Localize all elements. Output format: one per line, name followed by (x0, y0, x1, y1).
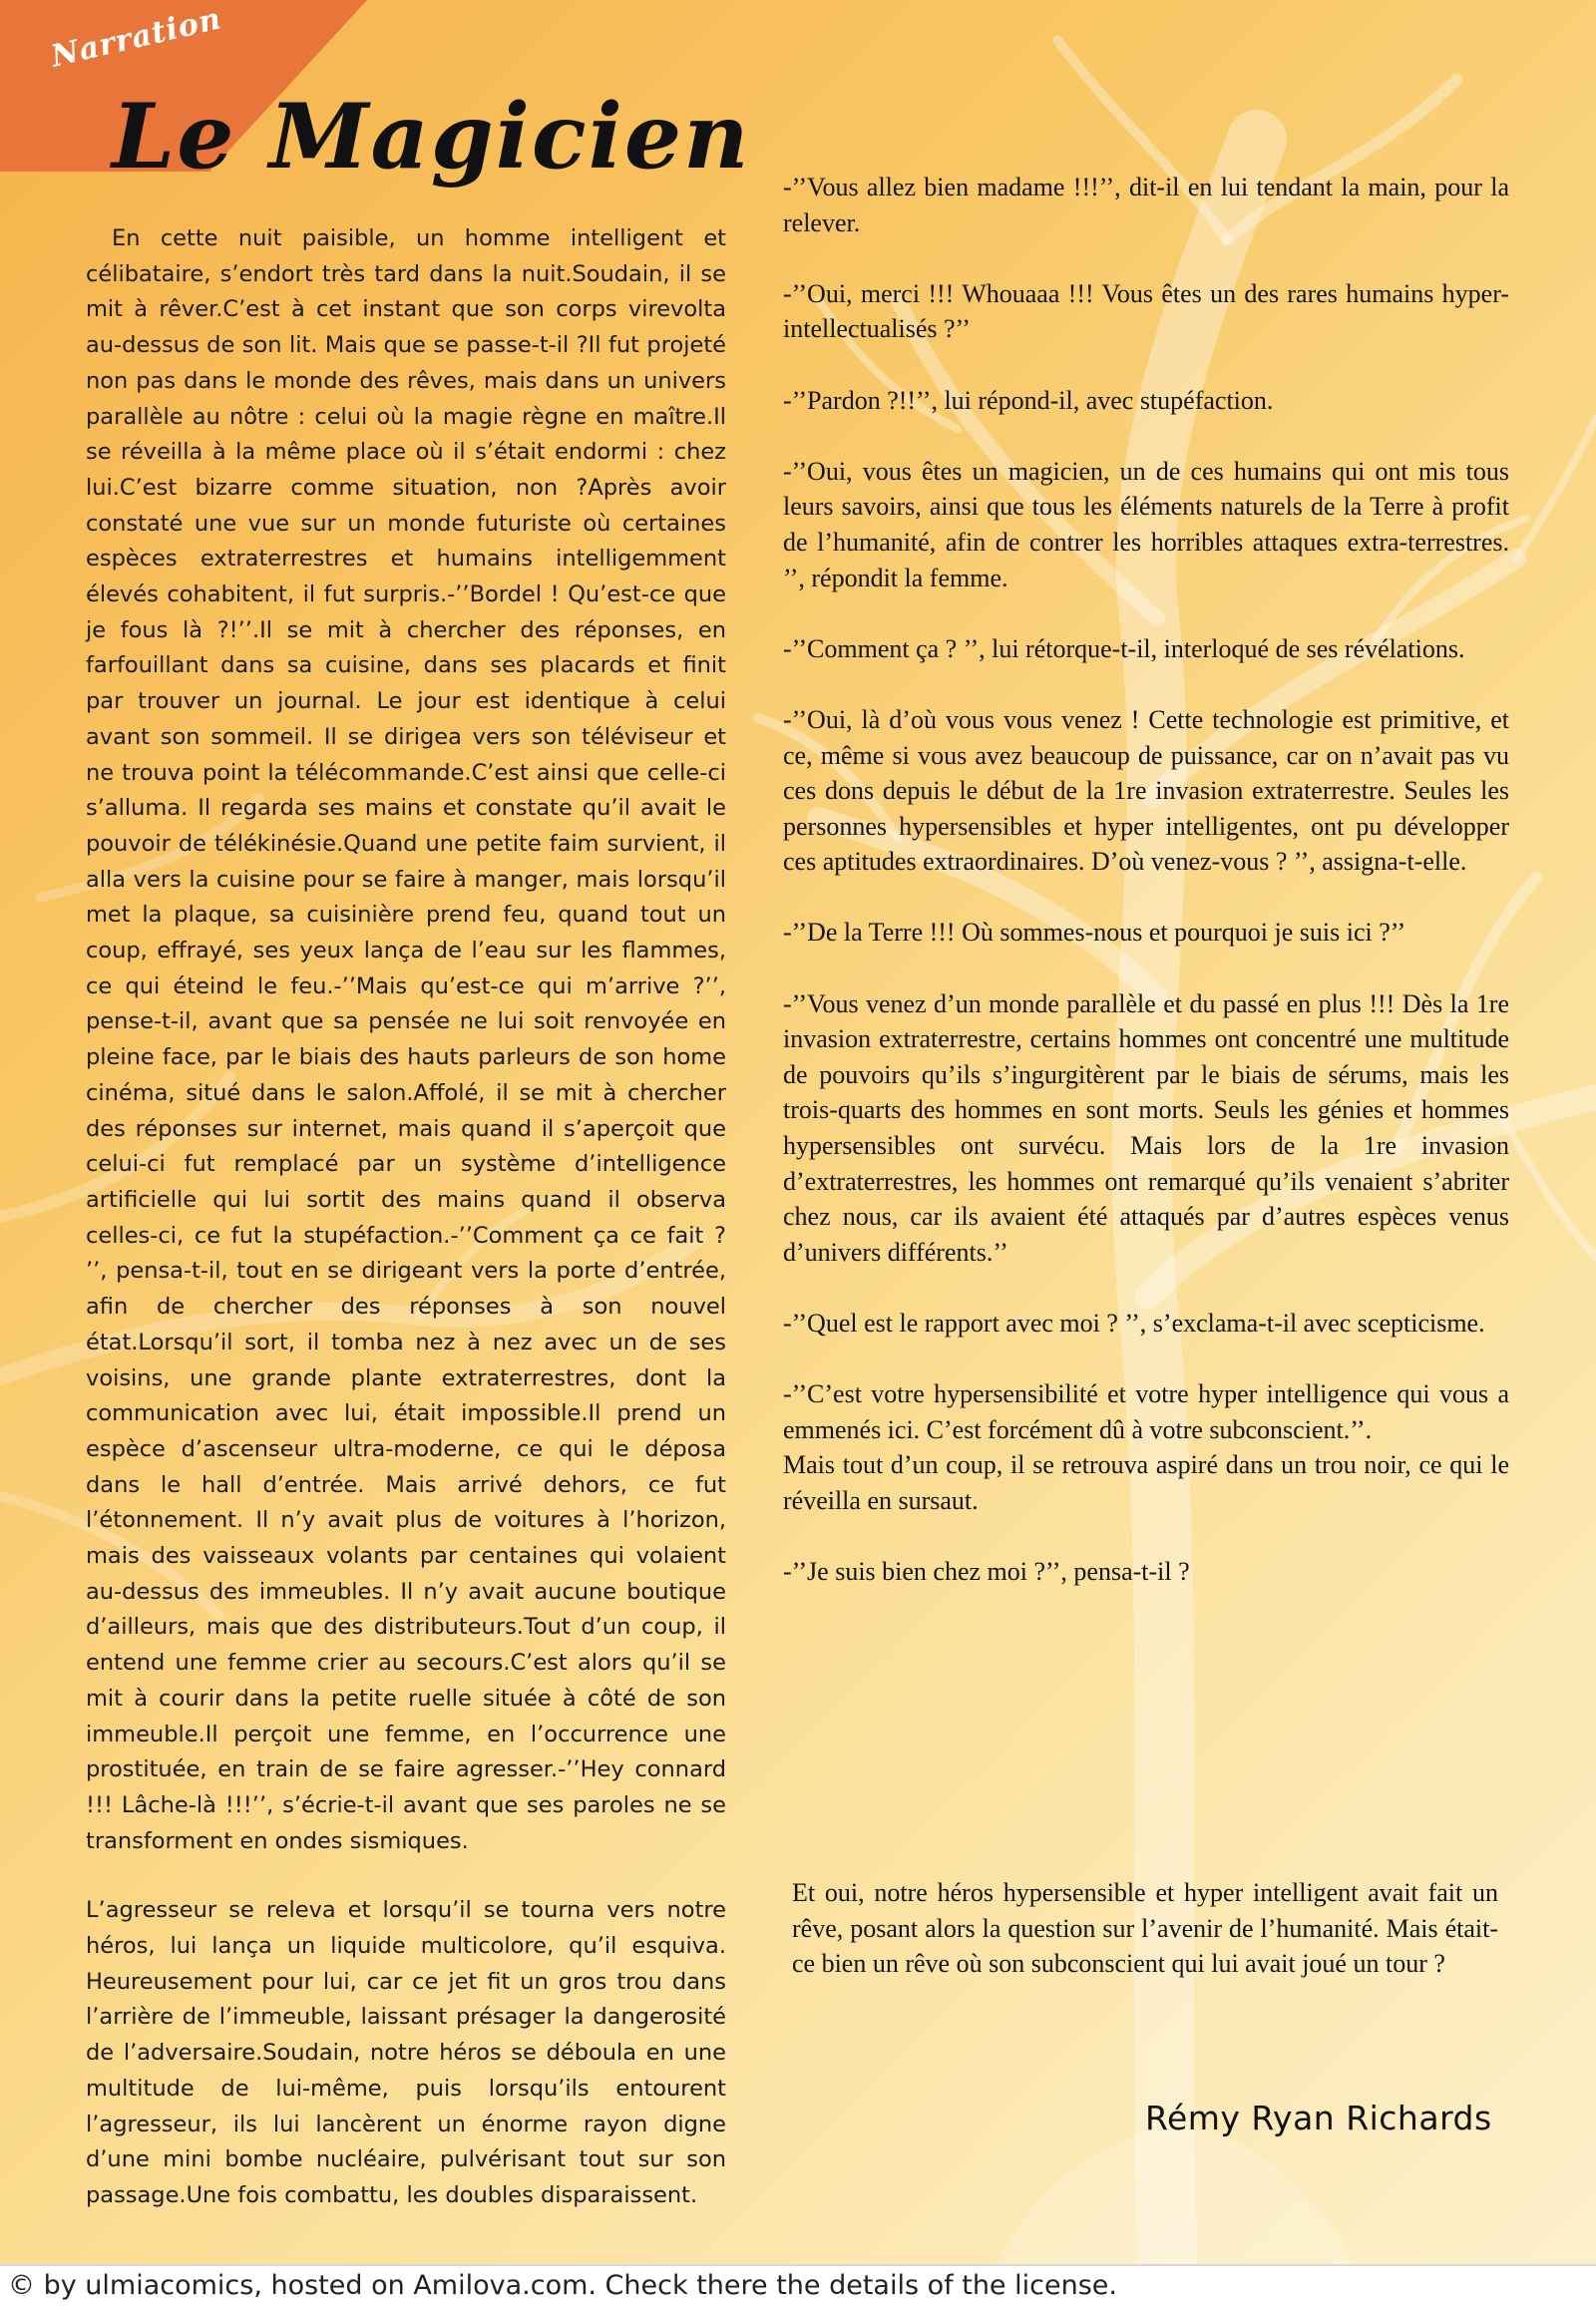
narration-paragraph-1: En cette nuit paisible, un homme intelligent et célibataire, s’endort très tard dans la nuit.Soudain, il se mit à rêver.C’est à cet instant que son corps virevolta au-dessus de son lit. Mais que se passe-t-il ?Il fut projeté non pas dans le monde des rêves, mais dans un univers parallèle au nôtre : celui où la magie règne en maître.Il se réveilla à la même place où il s’était endormi : chez lui.C’est bizarre comme situation, non ?Après avoir constaté une vue sur un monde futuriste où certaines espèces extraterrestres et humains intelligemment élevés cohabitent, il fut surpris.-’’Bordel ! Qu’est-ce que je fous là ?!’’.Il se mit à chercher des réponses, en farfouillant dans sa cuisine, dans ses placards et finit par trouver un journal. Le jour est identique à celui avant son sommeil. Il se dirigea vers son téléviseur et ne trouva point la télécommande.C’est ainsi que celle-ci s’alluma. Il regarda ses mains et constate qu’il avait le pouvoir de télékinésie.Quand une petite faim survient, il alla vers la cuisine pour se faire à manger, mais lorsqu’il met la plaque, sa cuisinière prend feu, quand tout un coup, effrayé, ses yeux lança de l’eau sur les flammes, ce qui éteind le feu.-’’Mais qu’est-ce qui m’arrive ?’’, pense-t-il, avant que sa pensée ne lui soit renvoyée en pleine face, par le biais des hauts parleurs de son home cinéma, situé dans le salon.Affolé, il se mit à chercher des réponses sur internet, mais quand il s’aperçoit que celui-ci fut remplacé par un système d’intelligence artificielle qui lui sortit des mains quand il observa celles-ci, ce fut la stupéfaction.-’’Comment ça ce fait ? ’’, pensa-t-il, tout en se dirigeant vers la porte d’entrée, afin de chercher des réponses à son nouvel état.Lorsqu’il sort, il tomba nez à nez avec un de ses voisins, une grande plante extraterrestres, dont la communication avec lui, était impossible.Il prend un espèce d’ascenseur ultra-moderne, ce qui le déposa dans le hall d’entrée. Mais arrivé dehors, ce fut l’étonnement. Il n’y avait plus de voitures à l’horizon, mais des vaisseaux volants par centaines qui volaient au-dessus des immeubles. Il n’y avait aucune boutique d’ailleurs, mais que des distributeurs.Tout d’un coup, il entend une femme crier au secours.C’est alors qu’il se mit à courir dans la petite ruelle située à côté de son immeuble.Il perçoit une femme, en l’occurrence une prostituée, en train de se faire agresser.-’’Hey connard !!! Lâche-là !!!’’, s’écrie-t-il avant que ses paroles ne se transforment en ondes sismiques. (86, 225, 726, 1854)
narration-line: Mais tout d’un coup, il se retrouva aspiré dans un trou noir, ce qui le réveilla en sursaut. (783, 1450, 1509, 1515)
narration-column (86, 221, 726, 2214)
dialogue-line: -’’Oui, là d’où vous vous venez ! Cette technologie est primitive, et ce, même si vous avez beaucoup de puissance, car on n’avait pas vu ces dons depuis le début de la 1re invasion extraterrestre. Seules les personnes hypersensibles et hyper intelligentes, ont pu développer ces aptitudes extraordinaires. D’où venez-vous ? ’’, assigna-t-elle. (783, 704, 1509, 877)
dialogue-line: -’’Oui, merci !!! Whouaaa !!! Vous êtes un des rares humains hyper-intellectualisés ?’’ (783, 278, 1509, 344)
section-tag: Narration (48, 1, 225, 75)
dialogue-line: -’’Oui, vous êtes un magicien, un de ces humains qui ont mis tous leurs savoirs, ainsi que tous les éléments naturels de la Terre à profit de l’humanité, afin de contrer les horribles attaques extra-terrestres. ’’, répondit la femme. (783, 456, 1509, 592)
conclusion-paragraph: Et oui, notre héros hypersensible et hyper intelligent avait fait un rêve, posant alors la question sur l’avenir de l’humanité. Mais était-ce bien un rêve où son subconscient qui lui avait joué un tour ? (792, 1878, 1498, 1979)
dialogue-line: -’’Quel est le rapport avec moi ? ’’, s’exclama-t-il avec scepticisme. (783, 1309, 1485, 1338)
dialogue-line: -’’Comment ça ? ’’, lui rétorque-t-il, interloqué de ses révélations. (783, 633, 1465, 663)
dialogue-line: -’’De la Terre !!! Où sommes-nous et pourquoi je suis ici ?’’ (783, 918, 1406, 948)
author-signature: Rémy Ryan Richards (1145, 2099, 1492, 2137)
dialogue-line: -’’Vous venez d’un monde parallèle et du passé en plus !!! Dès la 1re invasion extraterrestre, certains hommes ont concentré une multitude de pouvoirs qu’ils s’ingurgitèrent par le biais de sérums, mais les trois-quarts des hommes en sont morts. Seuls les génies et hommes hypersensibles ont survécu. Mais lors de la 1re invasion d’extraterrestres, les hommes ont remarqué qu’ils venaient s’abriter chez nous, car ils avaient été attaqués par d’autres espèces venus d’univers différents.’’ (783, 988, 1509, 1267)
dialogue-column (783, 170, 1509, 1625)
narration-paragraph-2: L’agresseur se releva et lorsqu’il se tourna vers notre héros, lui lança un liquide multicolore, qu’il esquiva. Heureusement pour lui, car ce jet fit un gros trou dans l’arrière de l’immeuble, laissant présager la dangerosité de l’adversaire.Soudain, notre héros se déboula en une multitude de lui-même, puis lorsqu’ils entourent l’agresseur, ils lui lancèrent un énorme rayon digne d’une mini bombe nucléaire, pulvérisant tout sur son passage.Une fois combattu, les doubles disparaissent. (86, 1897, 726, 2208)
dialogue-line: -’’Je suis bien chez moi ?’’, pensa-t-il ? (783, 1557, 1190, 1587)
dialogue-line: -’’Vous allez bien madame !!!’’, dit-il en lui tendant la main, pour la relever. (783, 173, 1509, 237)
license-footer (0, 2264, 1596, 2310)
page-title: Le Magicien (112, 84, 751, 190)
dialogue-line: -’’C’est votre hypersensibilité et votre hyper intelligence qui vous a emmenés ici. C’est forcément dû à votre subconscient.’’. (783, 1379, 1509, 1444)
license-text: © by ulmiacomics, hosted on Amilova.com. Check there the details of the license. (8, 2270, 1117, 2301)
dialogue-line: -’’Pardon ?!!’’, lui répond-il, avec stupéfaction. (783, 385, 1274, 415)
